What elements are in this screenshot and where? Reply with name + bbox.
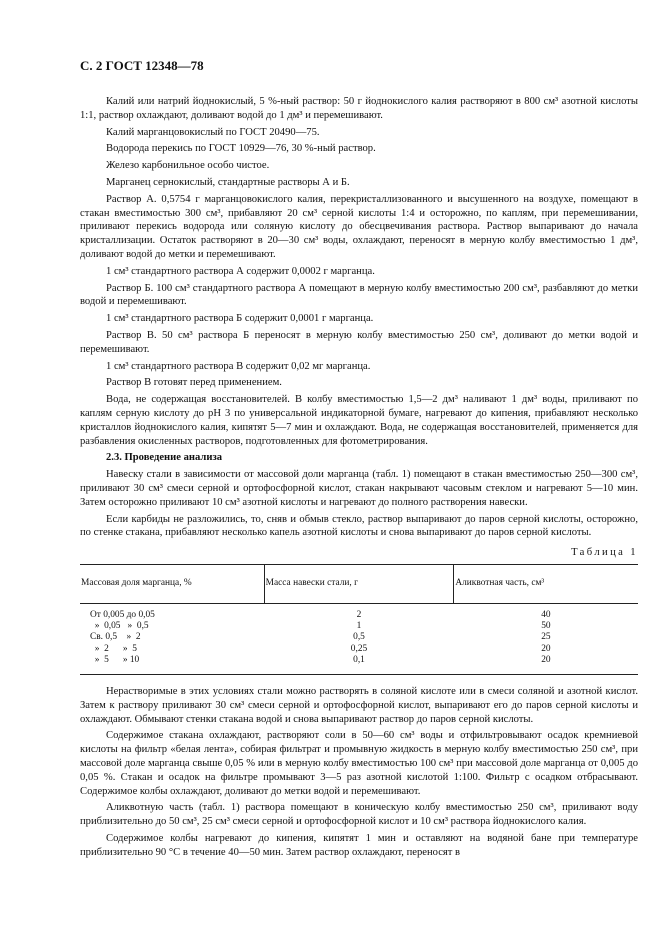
paragraph: 1 см³ стандартного раствора Б содержит 0,0001 г марганца. (106, 313, 374, 325)
paragraph: Калий или натрий йоднокислый, 5 %-ный раствор: 50 г йоднокислого калия растворяют в 800 см³ азотной кислоты 1:1, раствор охлаждают, доливают водой до 1 дм³ и перемешивают. (80, 96, 638, 121)
paragraph: Марганец сернокислый, стандартные растворы А и Б. (106, 176, 350, 188)
section-number: 2.3. (106, 452, 122, 464)
table-row (80, 632, 638, 643)
paragraph: Раствор В готовят перед применением. (106, 377, 282, 389)
table-row (80, 603, 638, 621)
table-cell: Св. 0,5 » 2 (90, 632, 141, 643)
table-cell: 2 (356, 609, 362, 620)
table-row (80, 655, 638, 675)
section-title: Проведение анализа (124, 452, 223, 464)
paragraph: Содержимое стакана охлаждают, растворяют соли в 50—60 см³ воды и отфильтровывают осадок кремниевой кислоты на фильтр «белая лента», собирая фильтрат и промывную жидкость в мерную колбу вместимостью 250 см³, при массовой доле марганца свыше 0,05 % или в мерную колбу вместимостью 100 см³ при массовой доле марганца от 0,005 до 0,05 %. Стакан и осадок на фильтре промывают 3—5 раз азотной кислотой 1:100. Фильтр с осадком отбрасывают. Содержимое колбы охлаждают, доливают до метки водой и перемешивают. (80, 730, 638, 797)
table-cell: 0,25 (350, 643, 368, 654)
paragraph: Нерастворимые в этих условиях стали можно растворять в соляной кислоте или в смеси соляной и азотной кислот. Затем к раствору приливают 30 см³ смеси серной и ортофосфорной кислот, выпаривают его до паров серной кислоты и охлаждают. Обмывают стенки стакана водой и снова выпаривают раствор до паров серной кислоты. (80, 685, 638, 725)
table-cell: 20 (541, 643, 551, 654)
paragraph: Вода, не содержащая восстановителей. В колбу вместимостью 1,5—2 дм³ наливают 1 дм³ воды, приливают по каплям серную кислоту до pH 3 по универсальной индикаторной бумаге, нагревают до кипения, прибавляют несколько кристаллов йоднокислого калия, кипятят 5—7 мин и охлаждают. Вода, не содержащая восстановителей, применяется для разбавления окисленных растворов, подготовленных для фотометрирования. (80, 394, 638, 447)
paragraph: Калий марганцовокислый по ГОСТ 20490—75. (106, 126, 320, 138)
table-cell: 50 (541, 621, 551, 632)
table-cell: 1 (356, 621, 362, 632)
document-body (80, 95, 638, 862)
column-header: Масса навески стали, г (264, 564, 454, 603)
column-header: Аликвотная часть, см³ (454, 564, 638, 603)
table-cell: От 0,005 до 0,05 (90, 609, 155, 620)
table-cell: » 2 » 5 (90, 643, 137, 654)
table-row (80, 644, 638, 655)
post-table-text (80, 685, 638, 860)
table-cell: 0,5 (353, 632, 365, 643)
paragraph: Содержимое колбы нагревают до кипения, кипятят 1 мин и оставляют на водяной бане при температуре приблизительно 90 °С в течение 40—50 мин. Затем раствор охлаждают, переносят в (80, 832, 638, 858)
paragraph: Раствор Б. 100 см³ стандартного раствора А помещают в мерную колбу вместимостью 200 см³, разбавляют до метки водой и перемешивают. (80, 282, 638, 308)
table-cell: » 0,05 » 0,5 (90, 621, 149, 632)
data-table (80, 564, 638, 675)
paragraph: Если карбиды не разложились, то, сняв и обмыв стекло, раствор выпаривают до паров серной кислоты, осторожно, по стенке стакана, прибавляют несколько капель азотной кислоты и снова выпаривают до паров серной кислоты. (80, 513, 638, 539)
column-header: Массовая доля марганца, % (80, 564, 264, 603)
section-heading (80, 451, 638, 465)
paragraph: Железо карбонильное особо чистое. (106, 160, 270, 172)
paragraph: Навеску стали в зависимости от массовой доли марганца (табл. 1) помещают в стакан вместимостью 250—300 см³, приливают 30 см³ смеси серной и ортофосфорной кислот, стакан накрывают часовым стеклом и нагревают 5—10 мин. Затем осторожно приливают 10 см³ азотной кислоты и нагревают до полного растворения навески. (80, 469, 638, 508)
table-cell: 25 (541, 632, 551, 643)
paragraph: Аликвотную часть (табл. 1) раствора помещают в коническую колбу вместимостью 250 см³, приливают воду приблизительно до 50 см³, 25 см³ смеси серной и ортофосфорной кислот и 10 см³ раствора йоднокислого калия. (80, 802, 638, 828)
paragraph: Раствор В. 50 см³ раствора Б переносят в мерную колбу вместимостью 250 см³, доливают до метки водой и перемешивают. (80, 329, 638, 355)
table-row (80, 621, 638, 632)
table-cell: 0,1 (264, 655, 454, 675)
paragraph: Раствор А. 0,5754 г марганцовокислого калия, перекристаллизованного и высушенного на воздухе, помещают в стакан вместимостью 300 см³, прибавляют 20 см³ серной кислоты 1:4 и осторожно, по каплям, при перемешивании, приливают перекись водорода или соляную кислоту до обесцвечивания раствора. Раствор выпаривают до начала кристаллизации. Остаток растворяют в 20—30 см³ воды, охлаждают, переносят в мерную колбу вместимостью 1 дм³, доливают водой до метки и перемешивают. (80, 193, 638, 260)
paragraph: 1 см³ стандартного раствора В содержит 0,02 мг марганца. (106, 360, 371, 372)
table-cell: 20 (454, 655, 638, 675)
page-header: С. 2 ГОСТ 12348—78 (80, 58, 204, 73)
paragraph: 1 см³ стандартного раствора А содержит 0,0002 г марганца. (106, 265, 375, 277)
table-caption: Таблица 1 (571, 547, 638, 559)
table-cell: 40 (541, 609, 551, 620)
paragraph: Водорода перекись по ГОСТ 10929—76, 30 %-ный раствор. (106, 143, 376, 155)
table-cell: » 5 » 10 (80, 655, 264, 675)
